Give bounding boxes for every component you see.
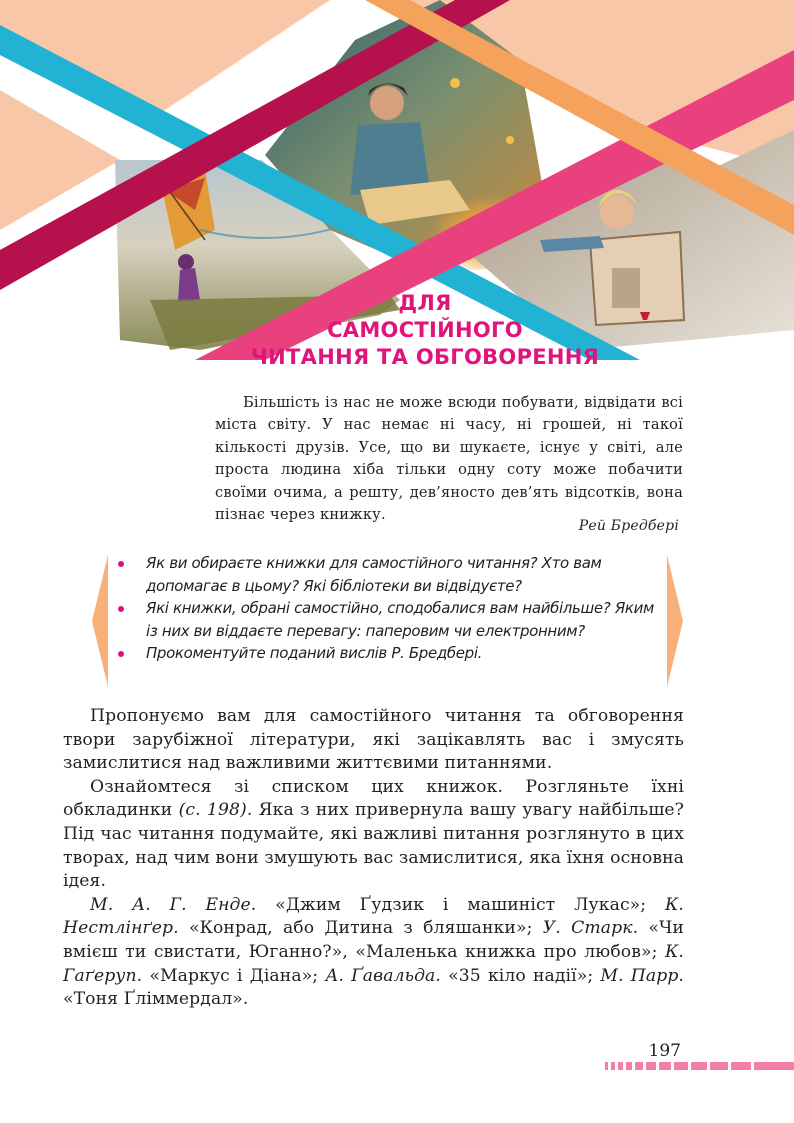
paragraph-instructions [63, 776, 684, 894]
page-reference: (с. 198) [178, 800, 247, 821]
section-title [250, 290, 600, 371]
epigraph-author: Рей Бредбері [578, 518, 679, 534]
section-title-line-2: САМОСТІЙНОГО [327, 318, 523, 342]
footer-stripe-decoration [605, 1062, 794, 1070]
question-item: Прокоментуйте поданий вислів Р. Бредбері. [115, 642, 660, 665]
book-author: У. Старк. [542, 918, 639, 939]
book-title: «35 кіло надії»; [448, 965, 594, 986]
book-author: М. А. Г. Енде. [90, 894, 257, 915]
book-title: «Маркус і Діана»; [149, 965, 319, 986]
discussion-questions [115, 552, 660, 665]
section-title-line-1: ДЛЯ [398, 291, 452, 315]
paragraph-intro: Пропонуємо вам для самостійного читання та обговорення твори зарубіжної літератури, які зацікавлять вас і змусять замислитися над важливими життєвими питаннями. [63, 706, 684, 774]
book-list [63, 894, 684, 1012]
epigraph-quote: Більшість із нас не може всюди побувати, відвідати всі міста світу. У нас немає ні часу, ні грошей, ні такої кількості друзів. Усе, що ви шукаєте, існує у світі, але проста людина хіба тільки одну соту може побачити своїми очима, а решту, дев’яносто дев’ять відсотків, вона пізнає через книжку. [215, 394, 683, 524]
right-arrow-decoration [667, 555, 683, 687]
section-title-line-3: ЧИТАННЯ ТА ОБГОВОРЕННЯ [250, 345, 600, 369]
book-title: «Тоня Ґліммердал». [63, 989, 249, 1010]
question-item: Як ви обираєте книжки для самостійного читання? Хто вам допомагає в цьому? Які бібліотеки ви відвідуєте? [115, 552, 660, 597]
left-arrow-decoration [92, 555, 108, 687]
page-number: 197 [648, 1041, 681, 1061]
paragraph-instructions-b: . Яка з них привернула вашу увагу найбільше? Під час читання подумайте, які важливі питання розглянуто в цих творах, над чим вони змушують вас замислитися, яка їхня основна ідея. [63, 800, 684, 892]
question-item: Які книжки, обрані самостійно, сподобалися вам найбільше? Яким із них ви віддаєте перевагу: паперовим чи електронним? [115, 597, 660, 642]
paragraph-instructions-a: Ознайомтеся зі списком цих книжок. Розгляньте їхні обкладинки [63, 776, 684, 821]
book-author: М. Парр. [600, 965, 684, 986]
main-text [63, 705, 684, 1012]
book-author: К. Нестлінґер. [63, 894, 684, 939]
book-title: «Конрад, або Дитина з бляшанки»; [188, 918, 533, 939]
book-title: «Джим Ґудзик і машиніст Лукас»; [275, 894, 647, 915]
book-author: А. Ґавальда. [325, 965, 441, 986]
book-author: К. Гаґеруп. [63, 941, 684, 986]
book-title: «Чи вмієш ти свистати, Юганно?», «Маленька книжка про любов»; [63, 918, 684, 962]
